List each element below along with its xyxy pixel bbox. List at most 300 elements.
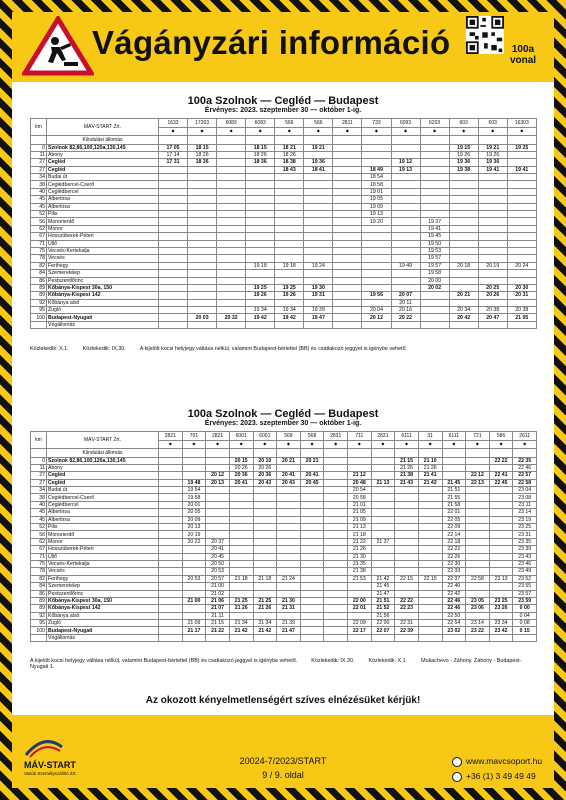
time-cell-empty xyxy=(395,531,419,538)
time-cell-empty xyxy=(418,524,442,531)
train-number: 2611 xyxy=(513,432,537,441)
time-cell-empty xyxy=(348,590,372,597)
station-row xyxy=(31,181,537,188)
time-cell: 22 41 xyxy=(489,472,513,479)
time-cell-empty xyxy=(159,583,183,590)
time-cell-empty xyxy=(159,531,183,538)
time-cell-empty xyxy=(206,487,230,494)
time-cell-empty xyxy=(324,457,348,464)
station-name: Ceglédbercel-Cserő xyxy=(47,494,159,501)
time-cell-empty xyxy=(188,233,217,240)
train-symbol-cell: ◆ xyxy=(246,127,275,136)
time-cell-empty xyxy=(333,314,362,321)
time-cell: 23 59 xyxy=(513,597,537,604)
time-cell-empty xyxy=(449,188,478,195)
station-km: 62 xyxy=(31,538,47,545)
origin-label: Kiindulási állomás xyxy=(47,136,159,145)
time-cell-empty xyxy=(229,531,253,538)
destination-cell xyxy=(188,321,217,328)
time-cell: 20 03 xyxy=(188,314,217,321)
time-cell-empty xyxy=(371,464,395,471)
time-cell-empty xyxy=(362,284,391,291)
train-number: 2831 xyxy=(371,432,395,441)
time-cell-empty xyxy=(229,553,253,560)
station-km: 52 xyxy=(31,211,47,218)
station-km: 38 xyxy=(31,494,47,501)
time-cell: 21 51 xyxy=(371,597,395,604)
train-number: 2821 xyxy=(159,432,183,441)
apology-text: Az okozott kényelmetlenségért szíves elnézésüket kérjük! xyxy=(145,695,421,706)
station-row xyxy=(31,560,537,567)
time-cell: 23 42 xyxy=(489,627,513,634)
time-cell-empty xyxy=(246,203,275,210)
time-cell-empty xyxy=(188,218,217,225)
time-cell-empty xyxy=(253,516,277,523)
origin-cell xyxy=(489,449,513,458)
time-cell: 19 20 xyxy=(362,218,391,225)
time-cell-empty xyxy=(391,211,420,218)
time-cell: 19 37 xyxy=(420,218,449,225)
station-km: 84 xyxy=(31,270,47,277)
station-km: 95 xyxy=(31,307,47,314)
time-cell-empty xyxy=(324,590,348,597)
time-cell-empty xyxy=(229,494,253,501)
time-cell: 19 01 xyxy=(362,188,391,195)
destination-cell xyxy=(391,321,420,328)
time-cell-empty xyxy=(391,225,420,232)
time-cell-empty xyxy=(275,277,304,284)
station-km: 27 xyxy=(31,472,47,479)
operator-header: MÁV-START Zrt. xyxy=(47,119,159,136)
time-cell-empty xyxy=(188,255,217,262)
time-cell-empty xyxy=(371,560,395,567)
time-cell-empty xyxy=(391,203,420,210)
line-word: vonal xyxy=(509,55,537,66)
time-cell: 19 58 xyxy=(182,494,206,501)
time-cell: 22 22 xyxy=(395,597,419,604)
station-row xyxy=(31,487,537,494)
origin-blank xyxy=(31,449,47,458)
time-cell-empty xyxy=(159,240,188,247)
time-cell-empty xyxy=(182,546,206,553)
time-cell: 21 22 xyxy=(206,627,230,634)
station-name: Szolnok 82,86,100,120a,130,145 xyxy=(47,457,159,464)
time-cell-empty xyxy=(182,553,206,560)
time-cell: 18 15 xyxy=(188,144,217,151)
phone-text: +36 (1) 3 49 49 49 xyxy=(466,771,536,781)
time-cell: 19 18 xyxy=(275,262,304,269)
origin-cell xyxy=(333,136,362,145)
time-cell-empty xyxy=(418,509,442,516)
time-cell: 21 18 xyxy=(229,575,253,582)
time-cell: 19 42 xyxy=(246,314,275,321)
time-cell-empty xyxy=(449,218,478,225)
station-name: Ceglédbercel-Cserő xyxy=(47,181,159,188)
station-name: Üllő xyxy=(47,240,159,247)
station-name: Ceglédbercel xyxy=(47,501,159,508)
time-cell-empty xyxy=(217,151,246,158)
time-cell: 22 50 xyxy=(442,612,466,619)
station-row xyxy=(31,494,537,501)
time-cell-empty xyxy=(246,247,275,254)
time-cell-empty xyxy=(206,501,230,508)
train-number: 2821 xyxy=(206,432,230,441)
time-cell: 21 09 xyxy=(348,516,372,523)
time-cell-empty xyxy=(229,538,253,545)
time-cell-empty xyxy=(418,568,442,575)
station-row xyxy=(31,620,537,627)
time-cell: 19 13 xyxy=(391,166,420,173)
time-cell-empty xyxy=(466,487,490,494)
time-cell-empty xyxy=(362,255,391,262)
time-cell-empty xyxy=(159,247,188,254)
roadworks-warning-icon xyxy=(22,16,94,76)
time-cell-empty xyxy=(275,203,304,210)
time-cell-empty xyxy=(324,509,348,516)
time-cell-empty xyxy=(300,553,324,560)
time-cell-empty xyxy=(395,568,419,575)
time-cell-empty xyxy=(159,472,183,479)
station-row xyxy=(31,568,537,575)
time-cell: 22 15 xyxy=(395,575,419,582)
time-cell: 20 19 xyxy=(478,262,507,269)
time-cell-empty xyxy=(507,299,536,306)
time-cell-empty xyxy=(478,181,507,188)
train-number: 603 xyxy=(478,119,507,128)
time-cell: 19 54 xyxy=(182,487,206,494)
time-cell: 22 39 xyxy=(395,627,419,634)
time-cell: 21 55 xyxy=(442,494,466,501)
destination-cell xyxy=(478,321,507,328)
station-row xyxy=(31,524,537,531)
station-row xyxy=(31,472,537,479)
website-link[interactable] xyxy=(452,756,542,767)
time-cell: 21 51 xyxy=(442,487,466,494)
time-cell-empty xyxy=(324,553,348,560)
origin-blank xyxy=(31,136,47,145)
time-cell-empty xyxy=(188,196,217,203)
time-cell-empty xyxy=(449,247,478,254)
time-cell-empty xyxy=(277,464,301,471)
time-cell: 23 02 xyxy=(442,627,466,634)
time-cell-empty xyxy=(246,225,275,232)
time-cell: 21 15 xyxy=(206,620,230,627)
time-cell-empty xyxy=(324,627,348,634)
time-cell: 22 42 xyxy=(442,590,466,597)
train-number: 6093 xyxy=(391,119,420,128)
station-name: Albertirsa xyxy=(47,509,159,516)
time-cell-empty xyxy=(371,457,395,464)
time-cell-empty xyxy=(275,255,304,262)
time-cell: 22 09 xyxy=(442,524,466,531)
time-cell-empty xyxy=(395,516,419,523)
time-cell-empty xyxy=(275,247,304,254)
time-cell: 23 46 xyxy=(513,560,537,567)
time-cell: 22 58 xyxy=(513,479,537,486)
time-cell-empty xyxy=(159,553,183,560)
time-cell-empty xyxy=(324,464,348,471)
time-cell: 20 22 xyxy=(182,538,206,545)
station-row xyxy=(31,314,537,321)
time-cell: 18 36 xyxy=(246,159,275,166)
train-symbol-cell: ◆ xyxy=(362,127,391,136)
time-cell: 19 57 xyxy=(420,262,449,269)
time-cell-empty xyxy=(507,181,536,188)
time-cell: 23 25 xyxy=(489,597,513,604)
station-name: Cegléd xyxy=(47,159,159,166)
time-cell-empty xyxy=(275,211,304,218)
time-cell: 19 25 xyxy=(246,284,275,291)
time-cell: 20 31 xyxy=(507,292,536,299)
station-km: 89 xyxy=(31,292,47,299)
station-km: 45 xyxy=(31,516,47,523)
time-cell: 20 36 xyxy=(253,472,277,479)
time-cell-empty xyxy=(277,524,301,531)
time-cell-empty xyxy=(442,457,466,464)
time-cell-empty xyxy=(277,509,301,516)
time-cell-empty xyxy=(449,277,478,284)
time-cell: 21 25 xyxy=(229,597,253,604)
station-km: 92 xyxy=(31,612,47,619)
station-row xyxy=(31,538,537,545)
time-cell: 22 00 xyxy=(348,597,372,604)
time-cell-empty xyxy=(275,218,304,225)
time-cell-empty xyxy=(371,546,395,553)
destination-blank xyxy=(31,634,47,641)
time-cell-empty xyxy=(466,524,490,531)
time-cell-empty xyxy=(277,501,301,508)
time-cell-empty xyxy=(333,188,362,195)
station-name: Budapest-Nyugati xyxy=(47,314,159,321)
station-row xyxy=(31,531,537,538)
time-cell-empty xyxy=(275,240,304,247)
time-cell: 19 30 xyxy=(304,284,333,291)
time-cell: 21 56 xyxy=(371,612,395,619)
train-symbol-cell: ◆ xyxy=(418,440,442,449)
time-cell-empty xyxy=(188,307,217,314)
station-km: 89 xyxy=(31,605,47,612)
station-name: Abony xyxy=(47,464,159,471)
time-cell: 20 34 xyxy=(449,307,478,314)
destination-blank xyxy=(31,321,47,328)
time-cell-empty xyxy=(188,292,217,299)
time-cell-empty xyxy=(277,487,301,494)
train-number: 6111 xyxy=(395,432,419,441)
train-number: 17203 xyxy=(188,119,217,128)
time-cell-empty xyxy=(507,218,536,225)
time-cell: 18 41 xyxy=(304,166,333,173)
origin-cell xyxy=(300,449,324,458)
time-cell: 22 46 xyxy=(442,605,466,612)
time-cell: 0 00 xyxy=(513,605,537,612)
time-cell: 20 38 xyxy=(507,307,536,314)
time-cell: 20 02 xyxy=(420,284,449,291)
time-cell-empty xyxy=(304,218,333,225)
timetable-top xyxy=(30,118,537,329)
time-cell-empty xyxy=(478,247,507,254)
destination-cell xyxy=(371,634,395,641)
time-cell: 19 18 xyxy=(246,262,275,269)
time-cell-empty xyxy=(229,516,253,523)
station-name: Hosszúberek-Péteri xyxy=(47,546,159,553)
time-cell-empty xyxy=(304,174,333,181)
destination-cell xyxy=(324,634,348,641)
time-cell: 20 47 xyxy=(478,314,507,321)
line-number: 100a xyxy=(511,44,535,55)
time-cell: 21 02 xyxy=(206,590,230,597)
time-cell: 0 15 xyxy=(513,627,537,634)
time-cell-empty xyxy=(507,159,536,166)
time-cell-empty xyxy=(391,174,420,181)
time-cell-empty xyxy=(182,612,206,619)
time-cell: 19 39 xyxy=(304,307,333,314)
station-km: 40 xyxy=(31,501,47,508)
time-cell: 23 52 xyxy=(513,575,537,582)
origin-cell xyxy=(324,449,348,458)
destination-cell xyxy=(229,634,253,641)
time-cell-empty xyxy=(159,464,183,471)
time-cell: 23 26 xyxy=(489,605,513,612)
time-cell: 23 05 xyxy=(466,597,490,604)
destination-label: Végállomás xyxy=(47,321,159,328)
time-cell-empty xyxy=(246,174,275,181)
time-cell-empty xyxy=(418,605,442,612)
time-cell-empty xyxy=(395,612,419,619)
time-cell-empty xyxy=(217,211,246,218)
time-cell: 21 05 xyxy=(507,314,536,321)
train-number: 6111 xyxy=(442,432,466,441)
time-cell: 21 00 xyxy=(182,597,206,604)
time-cell: 20 43 xyxy=(277,479,301,486)
time-cell: 21 45 xyxy=(371,583,395,590)
time-cell: 23 08 xyxy=(513,494,537,501)
time-cell-empty xyxy=(348,464,372,471)
time-cell-empty xyxy=(371,501,395,508)
time-cell-empty xyxy=(159,188,188,195)
station-name: Monorierdő xyxy=(47,531,159,538)
timetable-top-validity: Érvényes: 2023. szeptember 30 — október 1-ig. xyxy=(204,107,362,114)
time-cell-empty xyxy=(489,612,513,619)
destination-cell xyxy=(466,634,490,641)
time-cell-empty xyxy=(391,284,420,291)
time-cell-empty xyxy=(489,464,513,471)
time-cell-empty xyxy=(371,568,395,575)
time-cell-empty xyxy=(246,255,275,262)
origin-cell xyxy=(206,449,230,458)
origin-cell xyxy=(418,449,442,458)
station-name: Pilis xyxy=(47,524,159,531)
time-cell-empty xyxy=(489,487,513,494)
station-row xyxy=(31,553,537,560)
time-cell: 18 49 xyxy=(362,166,391,173)
time-cell: 20 05 xyxy=(182,509,206,516)
time-cell-empty xyxy=(277,583,301,590)
time-cell-empty xyxy=(348,457,372,464)
time-cell-empty xyxy=(300,612,324,619)
time-cell-empty xyxy=(418,590,442,597)
station-km: 27 xyxy=(31,479,47,486)
time-cell: 21 52 xyxy=(371,605,395,612)
time-cell-empty xyxy=(418,620,442,627)
station-name: Albertirsa xyxy=(47,196,159,203)
time-cell: 19 36 xyxy=(304,159,333,166)
timetable-top-title: 100a Szolnok — Cegléd — Budapest xyxy=(187,95,379,107)
time-cell: 20 10 xyxy=(253,457,277,464)
time-cell: 19 09 xyxy=(362,203,391,210)
time-cell: 19 21 xyxy=(304,144,333,151)
time-cell-empty xyxy=(229,612,253,619)
train-symbol-cell: ◆ xyxy=(507,127,536,136)
footnote: Mukachevo - Záhony. Záhony - Budapest-Nyugati 1. xyxy=(30,658,522,670)
time-cell-empty xyxy=(182,605,206,612)
train-symbol-cell: ◆ xyxy=(348,440,372,449)
time-cell-empty xyxy=(159,181,188,188)
station-km: 100 xyxy=(31,627,47,634)
destination-cell xyxy=(300,634,324,641)
time-cell-empty xyxy=(362,233,391,240)
time-cell: 17 14 xyxy=(159,151,188,158)
destination-cell xyxy=(395,634,419,641)
station-row xyxy=(31,166,537,173)
destination-cell xyxy=(348,634,372,641)
time-cell-empty xyxy=(418,501,442,508)
origin-cell xyxy=(253,449,277,458)
time-cell: 18 38 xyxy=(275,159,304,166)
time-cell-empty xyxy=(333,284,362,291)
time-cell-empty xyxy=(420,174,449,181)
time-cell: 19 26 xyxy=(246,292,275,299)
time-cell-empty xyxy=(348,583,372,590)
time-cell: 20 21 xyxy=(449,292,478,299)
time-cell: 22 26 xyxy=(442,553,466,560)
station-row xyxy=(31,583,537,590)
timetable-bottom-validity: Érvényes: 2023. szeptember 30 — október 1-ig. xyxy=(204,420,362,427)
time-cell-empty xyxy=(217,262,246,269)
station-name: Abony xyxy=(47,151,159,158)
time-cell: 19 34 xyxy=(275,307,304,314)
train-symbol-cell: ◆ xyxy=(449,127,478,136)
time-cell: 17 31 xyxy=(159,159,188,166)
station-name: Hosszúberek-Péteri xyxy=(47,233,159,240)
time-cell-empty xyxy=(217,166,246,173)
time-cell-empty xyxy=(324,524,348,531)
time-cell: 21 26 xyxy=(395,464,419,471)
time-cell-empty xyxy=(253,568,277,575)
time-cell-empty xyxy=(362,262,391,269)
time-cell-empty xyxy=(324,605,348,612)
time-cell-empty xyxy=(395,524,419,531)
station-km: 56 xyxy=(31,531,47,538)
time-cell-empty xyxy=(466,501,490,508)
time-cell-empty xyxy=(206,457,230,464)
train-number: 566 xyxy=(275,119,304,128)
destination-row xyxy=(31,321,537,328)
time-cell-empty xyxy=(395,590,419,597)
time-cell-empty xyxy=(159,597,183,604)
train-number: 1633 xyxy=(159,119,188,128)
time-cell-empty xyxy=(300,524,324,531)
time-cell: 22 18 xyxy=(442,538,466,545)
time-cell: 19 41 xyxy=(507,166,536,173)
station-name: Budapest-Nyugati xyxy=(47,627,159,634)
time-cell-empty xyxy=(466,553,490,560)
station-km: 84 xyxy=(31,583,47,590)
station-row xyxy=(31,546,537,553)
time-cell-empty xyxy=(507,203,536,210)
train-symbol-cell: ◆ xyxy=(333,127,362,136)
time-cell-empty xyxy=(324,538,348,545)
time-cell-empty xyxy=(362,277,391,284)
